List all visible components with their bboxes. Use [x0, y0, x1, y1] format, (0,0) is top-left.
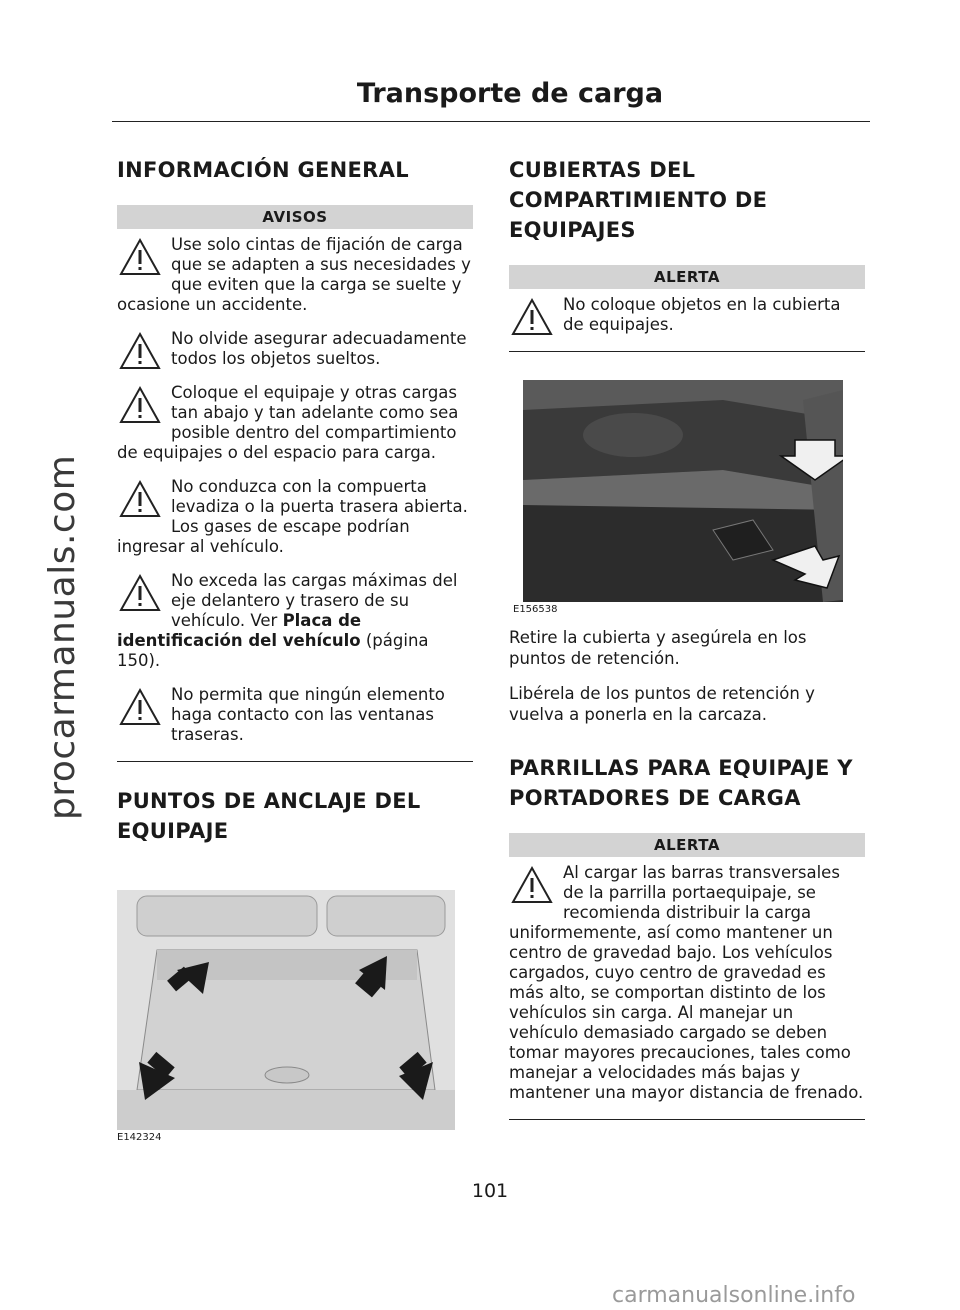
cargo-anchor-illustration	[117, 890, 455, 1130]
section-title-luggage-racks: PARRILLAS PARA EQUIPAJE Y PORTADORES DE CARGA	[509, 756, 853, 810]
cover-instruction-2: Libérela de los puntos de retención y vuelva a ponerla en la carcaza.	[509, 684, 815, 724]
warning-item	[117, 329, 473, 369]
warning-text: No coloque objetos en la cubierta de equipajes.	[563, 295, 841, 334]
section-divider	[509, 351, 865, 352]
page-number: 101	[471, 1180, 509, 1202]
section-title-cargo-cover: CUBIERTAS DEL COMPARTIMIENTO DE EQUIPAJES	[509, 158, 768, 242]
avisos-banner: AVISOS	[117, 205, 473, 229]
warning-triangle-icon	[511, 865, 553, 905]
warning-item	[117, 685, 473, 745]
warning-text-part: No exceda las cargas máximas del eje delantero y trasero de su vehículo. Ver	[171, 571, 458, 630]
header-divider	[112, 121, 870, 122]
warning-item	[117, 477, 473, 557]
figure-code: E142324	[117, 1132, 162, 1143]
warning-item	[117, 235, 473, 315]
section-title-general: INFORMACIÓN GENERAL	[117, 158, 409, 182]
section-divider	[117, 761, 473, 762]
alert-banner: ALERTA	[509, 265, 865, 289]
warning-item	[509, 295, 865, 335]
section-title-anchor-points: PUNTOS DE ANCLAJE DEL EQUIPAJE	[117, 789, 421, 843]
warning-triangle-icon	[119, 573, 161, 613]
warning-triangle-icon	[119, 237, 161, 277]
cargo-cover-illustration	[523, 380, 843, 602]
watermark-text: procarmanuals.com	[42, 454, 83, 820]
left-column	[117, 155, 473, 1143]
warning-triangle-icon	[119, 331, 161, 371]
warning-text	[117, 571, 457, 670]
warning-triangle-icon	[119, 479, 161, 519]
warning-item	[117, 383, 473, 463]
vehicle-id-plate-link[interactable]: Placa de identificación del vehículo	[117, 611, 362, 650]
warning-item	[509, 863, 865, 1103]
alert-banner: ALERTA	[509, 833, 865, 857]
warning-text: No olvide asegurar adecuadamente todos los objetos sueltos.	[171, 329, 467, 368]
cargo-anchor-figure	[117, 890, 473, 1143]
warning-text: Al cargar las barras transversales de la parrilla portaequipaje, se recomienda distribuir la carga uniformemente, así como mantener un centro de gravedad bajo. Los vehículos cargados, cuyo centro de gravedad es más alto, se comportan distinto de los vehículos sin carga. Al manejar un vehículo demasiado cargado se deben tomar mayores precauciones, tales como manejar a velocidades más bajas y mantener una mayor distancia de frenado.	[509, 863, 864, 1102]
right-column	[509, 155, 865, 1144]
footer-site-watermark: carmanualsonline.info	[612, 1283, 856, 1308]
page-title: Transporte de carga	[356, 78, 664, 109]
warning-text: No permita que ningún elemento haga contacto con las ventanas traseras.	[171, 685, 445, 744]
cover-instruction-1: Retire la cubierta y asegúrela en los puntos de retención.	[509, 628, 807, 668]
warning-text: No conduzca con la compuerta levadiza o la puerta trasera abierta. Los gases de escape podrían ingresar al vehículo.	[117, 477, 468, 556]
warning-text: Use solo cintas de fijación de carga que se adapten a sus necesidades y que eviten que la carga se suelte y ocasione un accidente.	[117, 235, 471, 314]
warning-triangle-icon	[119, 687, 161, 727]
cargo-cover-figure	[513, 380, 865, 615]
section-divider	[509, 1119, 865, 1120]
warning-item	[117, 571, 473, 671]
warning-text: Coloque el equipaje y otras cargas tan abajo y tan adelante como sea posible dentro del compartimiento de equipajes o del espacio para carga.	[117, 383, 459, 462]
warning-triangle-icon	[511, 297, 553, 337]
warning-text-part: (página 150).	[117, 631, 429, 670]
figure-code: E156538	[513, 604, 558, 615]
warning-triangle-icon	[119, 385, 161, 425]
